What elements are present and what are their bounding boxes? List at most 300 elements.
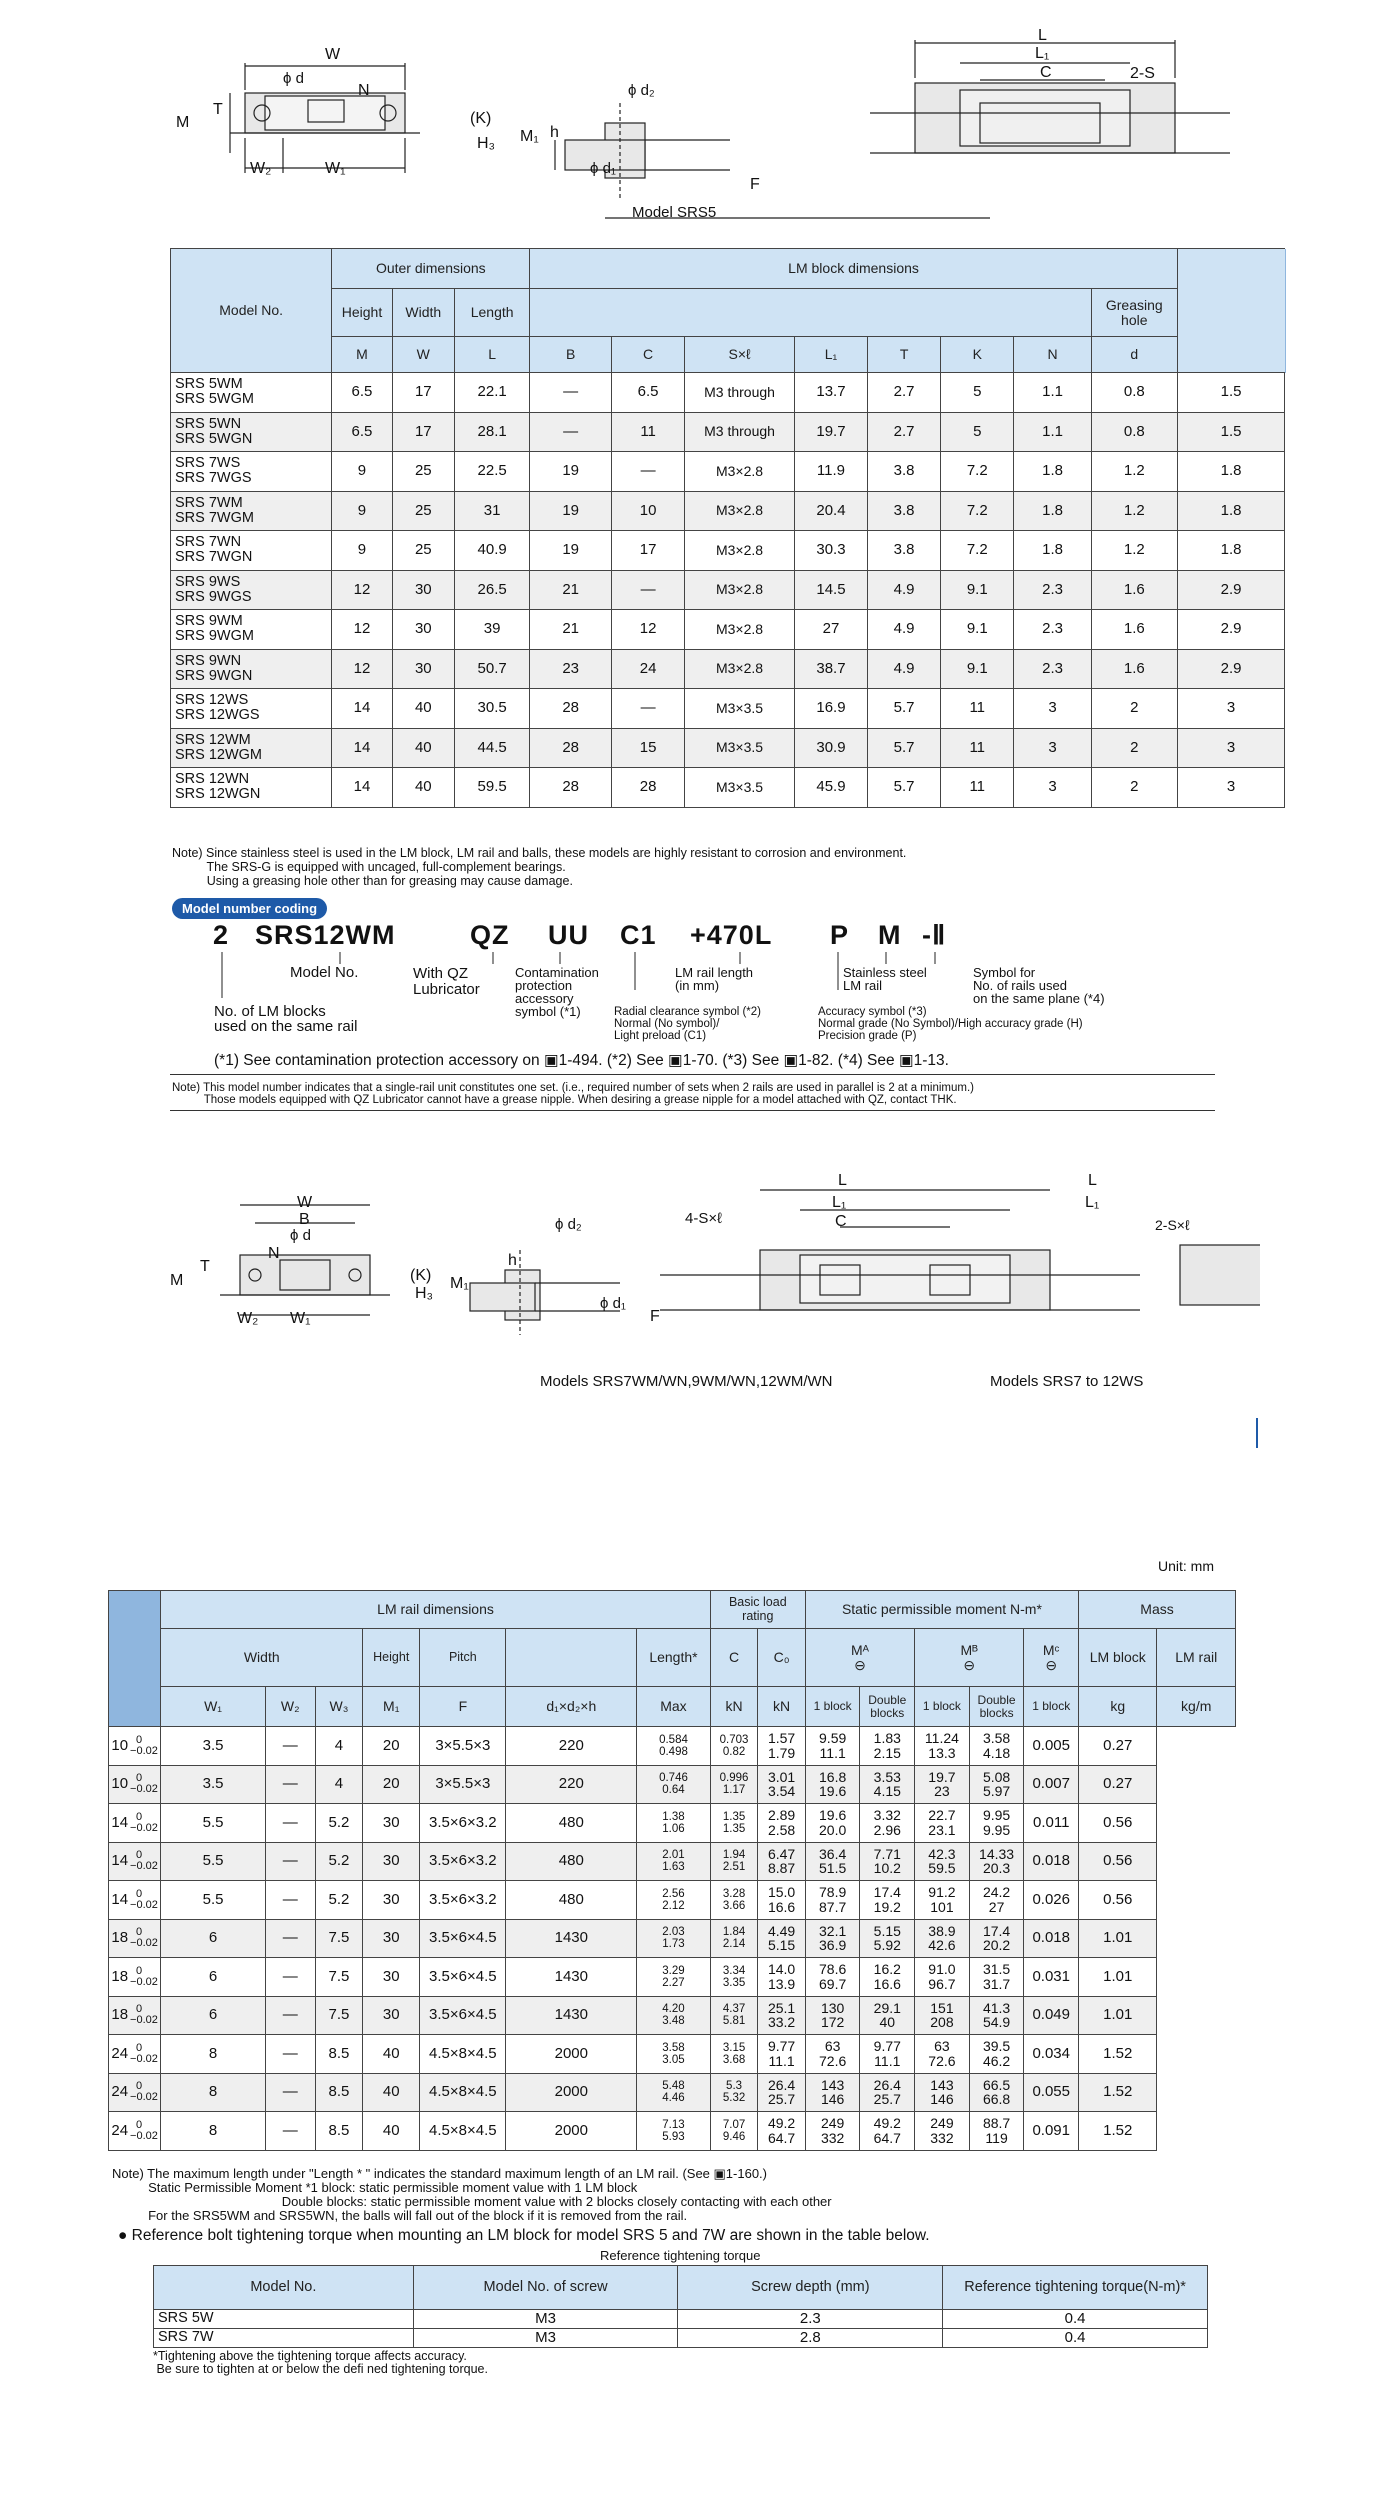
value-bottom: 2.96 <box>873 1821 901 1838</box>
pair-cell <box>860 1919 915 1958</box>
pair-cell <box>969 2035 1024 2074</box>
pair-cell <box>637 1996 711 2035</box>
table-row <box>109 1804 1236 1843</box>
pair-cell <box>969 1958 1024 1997</box>
value-top: 22.7 <box>928 1807 956 1824</box>
cell: 2.3 <box>1014 610 1091 650</box>
cell: 1.01 <box>1079 1919 1157 1958</box>
cell: 1.1 <box>1014 373 1091 413</box>
pair-cell <box>860 2112 915 2151</box>
pair-cell <box>710 1842 758 1881</box>
model-name: SRS 9WS <box>175 573 241 590</box>
th-width: Width <box>161 1629 363 1687</box>
tol-upper: 0 <box>136 1887 143 1900</box>
table-row <box>171 491 1286 531</box>
value-top: 11.24 <box>924 1730 959 1747</box>
cell: 2 <box>1091 768 1177 808</box>
tolerance <box>130 2043 158 2065</box>
pair-cell <box>915 1996 970 2035</box>
pair-cell <box>969 2112 1024 2151</box>
th-greasing-hole: Greasing hole <box>1091 289 1177 337</box>
width-cell <box>109 1996 161 2035</box>
pair-cell <box>710 2112 758 2151</box>
moment-icon: ⊖ <box>963 1656 976 1673</box>
cell: 2.7 <box>868 373 941 413</box>
cell: 2000 <box>506 2112 637 2151</box>
value-top: 26.4 <box>767 2076 796 2093</box>
desc-stainless: Stainless steel LM rail <box>843 965 927 993</box>
cell: 19.7 <box>794 412 867 452</box>
value-bottom: 27 <box>988 1898 1005 1915</box>
cell: 22.1 <box>454 373 529 413</box>
pair-cell <box>758 1919 806 1958</box>
pair-cell <box>915 1727 970 1766</box>
cell: 0.011 <box>1024 1804 1079 1843</box>
value-bottom: 54.9 <box>982 2014 1011 2031</box>
cell: 30 <box>363 1842 420 1881</box>
code-part: 2 <box>213 920 230 950</box>
cell: 3 <box>1177 768 1285 808</box>
cell: 3 <box>1014 768 1091 808</box>
model-cell <box>171 491 332 531</box>
pair-cell <box>758 2073 806 2112</box>
cell: M3 <box>413 2329 678 2348</box>
cell: 3.5×6×4.5 <box>420 1996 506 2035</box>
model-cell <box>171 649 332 689</box>
sym: T <box>868 337 941 373</box>
value-top: 17.4 <box>982 1922 1011 1939</box>
value-top: 31.5 <box>982 1961 1011 1978</box>
width-cell <box>109 1881 161 1920</box>
cell: 7.2 <box>941 452 1014 492</box>
cell: 44.5 <box>454 728 529 768</box>
symbol-header: d₁×d₂×h <box>506 1687 637 1727</box>
tol-upper: 0 <box>136 1926 143 1939</box>
tol-upper: 0 <box>136 1964 143 1977</box>
cell: 1430 <box>506 1958 637 1997</box>
tol-lower: −0.02 <box>130 1975 158 1988</box>
value-top: 4.20 <box>662 2003 685 2016</box>
cell: — <box>265 1765 315 1804</box>
cell: 15 <box>612 728 685 768</box>
value-top: 29.1 <box>873 1999 901 2016</box>
value-bottom: 5.92 <box>873 1937 901 1954</box>
torque-table <box>153 2265 1208 2348</box>
th-model-no: Model No. <box>171 249 332 373</box>
cell: 4.5×8×4.5 <box>420 2112 506 2151</box>
value-bottom: 40 <box>879 2014 896 2031</box>
pair-cell <box>915 2112 970 2151</box>
value-bottom: 2.58 <box>767 1821 796 1838</box>
width-value: 18 <box>111 1929 129 1947</box>
dim-t: T <box>213 101 223 118</box>
dim-l1: L₁ <box>1035 45 1050 62</box>
cell: 2.3 <box>1014 649 1091 689</box>
code-part: P <box>830 920 850 950</box>
value-top: 3.28 <box>722 1887 746 1900</box>
cell: 1.52 <box>1079 2035 1157 2074</box>
value-top: 16.2 <box>873 1961 901 1978</box>
tolerance <box>130 1812 158 1834</box>
value-top: 19.7 <box>928 1768 956 1785</box>
value-bottom: 64.7 <box>767 2129 796 2146</box>
cell: 2.9 <box>1177 649 1285 689</box>
model-name: SRS 5WGN <box>175 430 253 447</box>
cell: 9.1 <box>941 649 1014 689</box>
cell: — <box>265 1919 315 1958</box>
cell: — <box>265 2112 315 2151</box>
coding-badge: Model number coding <box>172 898 327 919</box>
pair-cell <box>758 1996 806 2035</box>
value-bottom: 2.27 <box>662 1976 685 1989</box>
value-bottom: 16.6 <box>767 1898 796 1915</box>
th-rail-dimensions: LM rail dimensions <box>161 1591 711 1629</box>
cell: 31 <box>454 491 529 531</box>
value-bottom: 66.8 <box>982 2091 1011 2108</box>
code-part: C1 <box>620 920 657 950</box>
cell: 1.52 <box>1079 2112 1157 2151</box>
cell: 1.2 <box>1091 531 1177 571</box>
cell: 1.8 <box>1014 491 1091 531</box>
tolerance <box>130 1773 158 1795</box>
value-top: 88.7 <box>982 2115 1011 2132</box>
cell: 5.2 <box>315 1842 363 1881</box>
cell: M3 <box>413 2310 678 2329</box>
cell: — <box>612 689 685 729</box>
value-bottom: 5.32 <box>722 2092 746 2105</box>
value-top: 3.53 <box>873 1768 901 1785</box>
cell: 8.5 <box>315 2073 363 2112</box>
cell: 30 <box>392 610 454 650</box>
cell: 7.5 <box>315 1919 363 1958</box>
value-bottom: 3.48 <box>662 2015 685 2028</box>
th-height: Height <box>363 1629 420 1687</box>
value-top: 49.2 <box>873 2115 901 2132</box>
width-value: 14 <box>111 1890 129 1908</box>
model-name: SRS 7WS <box>175 455 241 472</box>
cell: 30 <box>363 1919 420 1958</box>
cell: 1.8 <box>1177 531 1285 571</box>
cell: 12 <box>332 610 392 650</box>
cell: 10 <box>612 491 685 531</box>
value-top: 15.0 <box>767 1884 796 1901</box>
model-name: SRS 12WGN <box>175 786 261 803</box>
width-cell <box>109 2035 161 2074</box>
cell: 14 <box>332 689 392 729</box>
value-top: 7.07 <box>722 2118 746 2131</box>
pair-cell <box>758 1842 806 1881</box>
cell: 30 <box>363 1958 420 1997</box>
th-lm-rail: LM rail <box>1157 1629 1236 1687</box>
value-bottom: 3.35 <box>722 1976 746 1989</box>
value-top: 143 <box>930 2076 954 2093</box>
value-top: 1.38 <box>662 1810 685 1823</box>
dim-phi-d1: ϕ d₁ <box>590 160 616 177</box>
desc-rails-symbol: Symbol for No. of rails used on the same plane (*4) <box>973 965 1105 1006</box>
tol-lower: −0.02 <box>130 1744 158 1757</box>
cell: 50.7 <box>454 649 529 689</box>
cell: 19 <box>530 452 612 492</box>
pair-cell <box>710 1919 758 1958</box>
value-bottom: 11.1 <box>768 2052 795 2069</box>
value-bottom: 9.95 <box>982 1821 1011 1838</box>
cell: 40.9 <box>454 531 529 571</box>
desc-contamination: Contamination protection accessory symbol (*1) <box>515 965 599 1019</box>
cell: 2.9 <box>1177 570 1285 610</box>
pair-cell <box>969 1804 1024 1843</box>
lm-rail-dimensions-table <box>108 1590 1236 2151</box>
value-bottom: 51.5 <box>819 1860 847 1877</box>
model-name: SRS 9WGN <box>175 667 253 684</box>
width-cell <box>109 2112 161 2151</box>
cell: 0.031 <box>1024 1958 1079 1997</box>
pair-cell <box>637 1765 711 1804</box>
cell: 2 <box>1091 689 1177 729</box>
cell: 17 <box>392 373 454 413</box>
value-bottom: 59.5 <box>928 1860 956 1877</box>
pair-cell <box>805 1765 860 1804</box>
value-top: 3.29 <box>662 1964 685 1977</box>
cell: 7.5 <box>315 1996 363 2035</box>
pair-cell <box>805 1958 860 1997</box>
value-bottom: 2.14 <box>722 1938 746 1951</box>
table-row <box>109 1765 1236 1804</box>
width-value: 14 <box>111 1852 129 1870</box>
value-bottom: 72.6 <box>928 2052 956 2069</box>
pair-cell <box>860 1881 915 1920</box>
model-name: SRS 12WN <box>175 771 250 788</box>
dim-w2: W₂ <box>237 1310 259 1327</box>
value-top: 0.746 <box>659 1772 688 1785</box>
tol-lower: −0.02 <box>130 2129 158 2142</box>
fig1-caption: Model SRS5 <box>632 204 717 221</box>
value-top: 17.4 <box>873 1884 901 1901</box>
code-part: -Ⅱ <box>922 920 947 950</box>
value-bottom: 332 <box>820 2129 845 2146</box>
table-row <box>109 2035 1236 2074</box>
torque-caption: Reference tightening torque <box>600 2248 761 2263</box>
sym: S×ℓ <box>685 337 795 373</box>
sym: L₁ <box>794 337 867 373</box>
desc-qz: With QZ Lubricator <box>413 965 480 998</box>
width-value: 24 <box>111 2044 129 2062</box>
tolerance <box>130 1850 158 1872</box>
cell: 6 <box>161 1958 266 1997</box>
pair-cell <box>758 1804 806 1843</box>
value-bottom: 87.7 <box>819 1898 847 1915</box>
tol-upper: 0 <box>136 2118 143 2131</box>
pair-cell <box>758 1958 806 1997</box>
table-row <box>109 1727 1236 1766</box>
cell: 13.7 <box>794 373 867 413</box>
dim-m: M <box>176 114 190 131</box>
cell: 0.034 <box>1024 2035 1079 2074</box>
cell: 4.5×8×4.5 <box>420 2073 506 2112</box>
value-top: 49.2 <box>767 2115 796 2132</box>
pair-cell <box>915 1919 970 1958</box>
value-bottom: 11.1 <box>874 2052 901 2069</box>
sym: C <box>612 337 685 373</box>
tol-upper: 0 <box>136 1810 143 1823</box>
cell: 38.7 <box>794 649 867 689</box>
code-part: +470L <box>690 920 773 950</box>
pair-cell <box>969 1727 1024 1766</box>
value-top: 5.15 <box>873 1922 901 1939</box>
pair-cell <box>969 1919 1024 1958</box>
dim-2s: 2-S×ℓ <box>1155 1217 1190 1233</box>
value-top: 1.83 <box>873 1730 901 1747</box>
table-row <box>171 728 1286 768</box>
cell: 5 <box>941 412 1014 452</box>
value-bottom: 2.12 <box>662 1899 685 1912</box>
value-bottom: 0.498 <box>659 1745 688 1758</box>
cell: 6 <box>161 1996 266 2035</box>
cell: 4.5×8×4.5 <box>420 2035 506 2074</box>
cell: 23 <box>530 649 612 689</box>
pair-cell <box>805 1842 860 1881</box>
value-bottom: 332 <box>930 2129 954 2146</box>
model-cell <box>171 412 332 452</box>
pair-cell <box>915 2035 970 2074</box>
value-bottom: 1.73 <box>662 1938 685 1951</box>
value-bottom: 64.7 <box>873 2129 901 2146</box>
cell: 30.3 <box>794 531 867 571</box>
pair-cell <box>758 1727 806 1766</box>
code-part: UU <box>548 920 589 950</box>
model-name: SRS 12WGM <box>175 746 263 763</box>
value-top: 5.3 <box>726 2080 743 2093</box>
cell: — <box>265 1996 315 2035</box>
dim-f: F <box>650 1308 660 1325</box>
value-bottom: 16.6 <box>873 1975 901 1992</box>
value-top: 0.703 <box>719 1733 749 1746</box>
code-part: QZ <box>470 920 510 950</box>
value-bottom: 119 <box>985 2129 1008 2146</box>
cell: — <box>265 2073 315 2112</box>
value-top: 2.56 <box>662 1887 685 1900</box>
dim-2s: 2-S <box>1130 65 1155 82</box>
value-top: 14.0 <box>767 1961 796 1978</box>
value-top: 5.08 <box>982 1768 1011 1785</box>
model-name: SRS 7WN <box>175 534 242 551</box>
pair-cell <box>915 2073 970 2112</box>
cell: 7.2 <box>941 531 1014 571</box>
cell: — <box>265 1881 315 1920</box>
cell: — <box>265 1842 315 1881</box>
cell: 20 <box>363 1765 420 1804</box>
cell: 40 <box>392 689 454 729</box>
table-row <box>171 610 1286 650</box>
cell: 2000 <box>506 2035 637 2074</box>
table-row <box>171 373 1286 413</box>
desc-rail-length: LM rail length (in mm) <box>675 965 754 993</box>
value-bottom: 1.79 <box>767 1744 796 1761</box>
cell: 8 <box>161 2073 266 2112</box>
cell: 40 <box>363 2035 420 2074</box>
cell: 40 <box>363 2073 420 2112</box>
cell: 8.5 <box>315 2112 363 2151</box>
value-bottom: 172 <box>820 2014 845 2031</box>
pair-cell <box>805 2112 860 2151</box>
value-top: 38.9 <box>928 1922 956 1939</box>
cell: 25 <box>392 491 454 531</box>
dim-b: B <box>299 1211 310 1228</box>
value-top: 9.77 <box>767 2038 796 2055</box>
cell: M3×3.5 <box>685 768 795 808</box>
value-bottom: 1.63 <box>662 1861 685 1874</box>
cell: 16.9 <box>794 689 867 729</box>
pair-cell <box>637 1958 711 1997</box>
pair-cell <box>710 1727 758 1766</box>
cell: 1.2 <box>1091 452 1177 492</box>
desc-model: Model No. <box>290 964 359 981</box>
cell: 1.52 <box>1079 2073 1157 2112</box>
dim-phi-d1: ϕ d₁ <box>600 1295 626 1312</box>
cell: 5.5 <box>161 1804 266 1843</box>
cell: 2.9 <box>1177 610 1285 650</box>
cell: 5 <box>941 373 1014 413</box>
value-top: 91.2 <box>928 1884 956 1901</box>
pair-cell <box>915 1765 970 1804</box>
cell: 59.5 <box>454 768 529 808</box>
model-name: SRS 9WM <box>175 613 243 630</box>
pair-cell <box>637 1804 711 1843</box>
value-top: 130 <box>820 1999 845 2016</box>
table2-note: Note) The maximum length under "Length * " indicates the standard maximum length of an LM rail. (See ▣1-160.) Static Permissible Moment *1 block: static permissible moment value with 1 LM block Double blocks: static permissible moment value with 2 blocks closely contacting with each other For the SRS5WM and SRS5WN, the balls will fall out of the block if it is removed from the rail. <box>112 2166 832 2223</box>
value-bottom: 146 <box>820 2091 845 2108</box>
cell: 0.018 <box>1024 1842 1079 1881</box>
cell: 5.7 <box>868 768 941 808</box>
cell: 8.5 <box>315 2035 363 2074</box>
model-name: SRS 5WN <box>175 415 242 432</box>
cell: 1.8 <box>1014 531 1091 571</box>
value-top: 2.89 <box>767 1807 796 1824</box>
value-bottom: 11.1 <box>819 1744 846 1761</box>
cell: 5.5 <box>161 1842 266 1881</box>
value-top: 0.584 <box>659 1733 688 1746</box>
cell: 0.026 <box>1024 1881 1079 1920</box>
tol-lower: −0.02 <box>130 1898 158 1911</box>
cell: 4.9 <box>868 649 941 689</box>
cell: 1.5 <box>1177 412 1285 452</box>
cell: M3 through <box>685 373 795 413</box>
width-cell <box>109 1765 161 1804</box>
pair-cell <box>637 2035 711 2074</box>
value-top: 9.95 <box>982 1807 1011 1824</box>
cell: 0.8 <box>1091 412 1177 452</box>
cell: 1.1 <box>1014 412 1091 452</box>
pair-cell <box>860 2035 915 2074</box>
cell: 1.6 <box>1091 570 1177 610</box>
cell: 12 <box>332 649 392 689</box>
tolerance <box>130 1966 158 1988</box>
cell: 0.27 <box>1079 1727 1157 1766</box>
tol-lower: −0.02 <box>130 2052 158 2065</box>
dim-w2: W₂ <box>250 160 272 177</box>
value-top: 0.996 <box>719 1772 749 1785</box>
value-top: 63 <box>824 2038 841 2055</box>
value-bottom: 13.3 <box>928 1744 956 1761</box>
th-pitch: Pitch <box>420 1629 506 1687</box>
pair-cell <box>915 1842 970 1881</box>
pair-cell <box>710 2073 758 2112</box>
cell: 5.7 <box>868 728 941 768</box>
dim-m: M <box>170 1272 184 1289</box>
cell: 480 <box>506 1842 637 1881</box>
pair-cell <box>637 1919 711 1958</box>
cell: 5.5 <box>161 1881 266 1920</box>
th-model-no: Model No. <box>154 2266 414 2310</box>
